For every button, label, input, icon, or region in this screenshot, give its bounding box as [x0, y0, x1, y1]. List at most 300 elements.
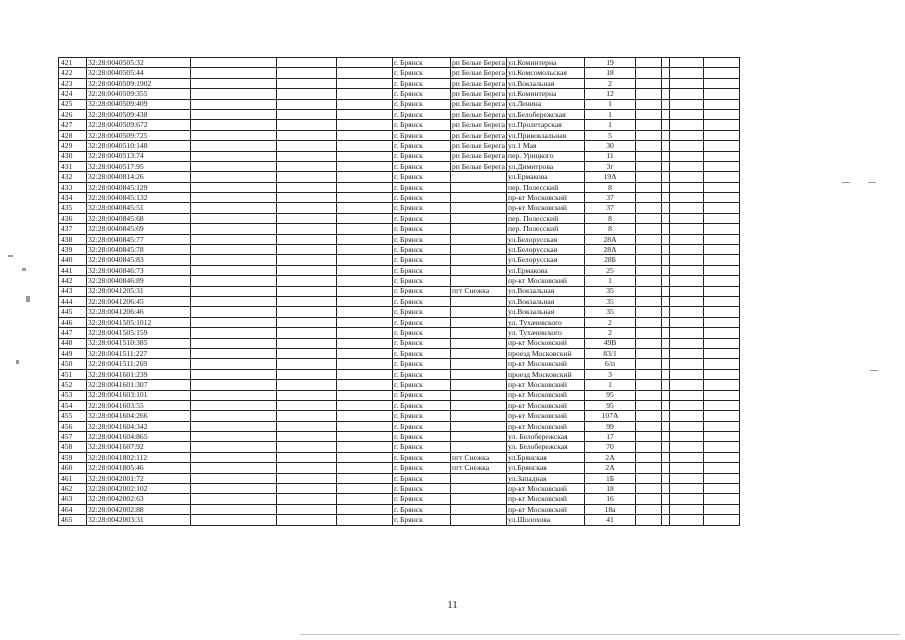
cadastral-number-cell: 32:28:0040846:73 [87, 265, 191, 275]
empty-cell [337, 348, 393, 358]
scan-speck [26, 296, 30, 302]
settlement-cell [451, 182, 507, 192]
city-cell: г. Брянск [393, 317, 451, 327]
empty-cell [670, 286, 704, 296]
table-row [59, 380, 740, 390]
empty-cell [662, 234, 670, 244]
street-cell: ул.Брянская [507, 463, 585, 473]
empty-cell [277, 348, 337, 358]
empty-cell [662, 276, 670, 286]
empty-cell [670, 484, 704, 494]
empty-cell [337, 276, 393, 286]
empty-cell [277, 182, 337, 192]
empty-cell [337, 89, 393, 99]
empty-cell [670, 504, 704, 514]
row-number-cell: 438 [59, 234, 87, 244]
house-number-cell: 6/п [585, 359, 636, 369]
empty-cell [191, 380, 277, 390]
row-number-cell: 436 [59, 213, 87, 223]
empty-cell [337, 151, 393, 161]
empty-cell [277, 317, 337, 327]
empty-cell [277, 193, 337, 203]
street-cell: пр-кт Московский [507, 380, 585, 390]
house-number-cell: 3г [585, 161, 636, 171]
row-number-cell: 464 [59, 504, 87, 514]
row-number-cell: 450 [59, 359, 87, 369]
empty-cell [662, 213, 670, 223]
empty-cell [277, 58, 337, 68]
street-cell: ул.Коминтерна [507, 89, 585, 99]
empty-cell [277, 473, 337, 483]
empty-cell [662, 89, 670, 99]
empty-cell [704, 442, 740, 452]
empty-cell [191, 442, 277, 452]
house-number-cell: 2 [585, 328, 636, 338]
empty-cell [277, 338, 337, 348]
empty-cell [636, 359, 662, 369]
empty-cell [636, 245, 662, 255]
empty-cell [636, 296, 662, 306]
row-number-cell: 451 [59, 369, 87, 379]
empty-cell [704, 463, 740, 473]
empty-cell [337, 390, 393, 400]
settlement-cell [451, 442, 507, 452]
house-number-cell: 12 [585, 89, 636, 99]
empty-cell [704, 494, 740, 504]
empty-cell [704, 255, 740, 265]
table-row [59, 245, 740, 255]
empty-cell [277, 78, 337, 88]
scan-speck [870, 370, 878, 371]
empty-cell [191, 494, 277, 504]
empty-cell [191, 182, 277, 192]
row-number-cell: 463 [59, 494, 87, 504]
street-cell: пр-кт Московский [507, 338, 585, 348]
empty-cell [277, 161, 337, 171]
empty-cell [191, 141, 277, 151]
settlement-cell: рп Белые Берега [452, 78, 506, 88]
settlement-cell [451, 255, 507, 265]
empty-cell [277, 400, 337, 410]
empty-cell [277, 515, 337, 525]
table-row [59, 504, 740, 514]
empty-cell [636, 463, 662, 473]
row-number-cell: 461 [59, 473, 87, 483]
empty-cell [337, 68, 393, 78]
empty-cell [662, 255, 670, 265]
empty-cell [277, 213, 337, 223]
row-number-cell: 457 [59, 432, 87, 442]
settlement-cell [451, 224, 507, 234]
table-row [59, 172, 740, 182]
empty-cell [277, 224, 337, 234]
empty-cell [337, 141, 393, 151]
cadastral-number-cell: 32:28:0041603:55 [87, 400, 191, 410]
empty-cell [662, 494, 670, 504]
street-cell: ул.Коминтерна [507, 58, 585, 68]
empty-cell [636, 203, 662, 213]
empty-cell [670, 494, 704, 504]
row-number-cell: 435 [59, 203, 87, 213]
house-number-cell: 1 [585, 380, 636, 390]
settlement-cell [451, 307, 507, 317]
settlement-cell: рп Белые Берега [452, 141, 506, 151]
house-number-cell: 19А [585, 172, 636, 182]
street-cell: ул.Белобережская [507, 109, 585, 119]
house-number-cell: 1 [585, 276, 636, 286]
city-cell: г. Брянск [393, 172, 451, 182]
table-row [59, 99, 740, 109]
empty-cell [670, 68, 704, 78]
cadastral-number-cell: 32:28:0041511:227 [87, 348, 191, 358]
cadastral-number-cell: 32:28:0040509:355 [87, 89, 191, 99]
empty-cell [662, 161, 670, 171]
empty-cell [704, 276, 740, 286]
empty-cell [670, 348, 704, 358]
settlement-cell: рп Белые Берега [452, 109, 506, 119]
empty-cell [337, 504, 393, 514]
empty-cell [670, 234, 704, 244]
cadastral-number-cell: 32:28:0040845:69 [87, 224, 191, 234]
empty-cell [636, 58, 662, 68]
house-number-cell: 25 [585, 265, 636, 275]
empty-cell [662, 193, 670, 203]
city-cell: г. Брянск [393, 484, 451, 494]
empty-cell [662, 432, 670, 442]
empty-cell [704, 245, 740, 255]
empty-cell [191, 213, 277, 223]
empty-cell [704, 234, 740, 244]
street-cell: ул. Тухачевского [507, 328, 585, 338]
street-cell: пер. Урицкого [507, 151, 585, 161]
table-row [59, 411, 740, 421]
empty-cell [337, 109, 393, 119]
cadastral-number-cell: 32:28:0041604:266 [87, 411, 191, 421]
empty-cell [662, 380, 670, 390]
empty-cell [636, 504, 662, 514]
table-row [59, 234, 740, 244]
empty-cell [662, 473, 670, 483]
empty-cell [704, 130, 740, 140]
city-cell: г. Брянск [393, 359, 451, 369]
table-row [59, 494, 740, 504]
table-row [59, 473, 740, 483]
street-cell: ул.Димитрова [507, 161, 585, 171]
empty-cell [636, 286, 662, 296]
row-number-cell: 444 [59, 296, 87, 306]
cadastral-number-cell: 32:28:0040509:409 [87, 99, 191, 109]
empty-cell [191, 78, 277, 88]
empty-cell [277, 307, 337, 317]
empty-cell [636, 400, 662, 410]
empty-cell [337, 224, 393, 234]
empty-cell [191, 68, 277, 78]
empty-cell [670, 400, 704, 410]
empty-cell [662, 411, 670, 421]
house-number-cell: 2А [585, 452, 636, 462]
empty-cell [636, 411, 662, 421]
table-row [59, 421, 740, 431]
street-cell: пр-кт Московский [507, 411, 585, 421]
empty-cell [337, 484, 393, 494]
settlement-cell [451, 515, 507, 525]
row-number-cell: 424 [59, 89, 87, 99]
cadastral-number-cell: 32:28:0041206:46 [87, 307, 191, 317]
row-number-cell: 427 [59, 120, 87, 130]
street-cell: пер. Полесский [507, 224, 585, 234]
house-number-cell: 37 [585, 193, 636, 203]
house-number-cell: 8 [585, 182, 636, 192]
table-row [59, 203, 740, 213]
row-number-cell: 452 [59, 380, 87, 390]
row-number-cell: 426 [59, 109, 87, 119]
empty-cell [636, 515, 662, 525]
empty-cell [337, 359, 393, 369]
table-row [59, 213, 740, 223]
empty-cell [636, 307, 662, 317]
empty-cell [191, 328, 277, 338]
empty-cell [337, 473, 393, 483]
empty-cell [704, 193, 740, 203]
empty-cell [670, 213, 704, 223]
house-number-cell: 5 [585, 130, 636, 140]
empty-cell [337, 296, 393, 306]
empty-cell [670, 141, 704, 151]
empty-cell [191, 203, 277, 213]
table-row [59, 369, 740, 379]
table-row [59, 317, 740, 327]
scan-edge-line [300, 634, 900, 635]
street-cell: пр-кт Московский [507, 400, 585, 410]
city-cell: г. Брянск [393, 245, 451, 255]
empty-cell [670, 130, 704, 140]
street-cell: ул.Вокзальная [507, 78, 585, 88]
table-row [59, 286, 740, 296]
empty-cell [670, 255, 704, 265]
empty-cell [191, 484, 277, 494]
empty-cell [670, 78, 704, 88]
empty-cell [191, 224, 277, 234]
cadastral-number-cell: 32:28:0040513:74 [87, 151, 191, 161]
table-row [59, 224, 740, 234]
empty-cell [337, 265, 393, 275]
empty-cell [636, 99, 662, 109]
empty-cell [662, 68, 670, 78]
settlement-cell [451, 421, 507, 431]
cadastral-number-cell: 32:28:0042003:31 [87, 515, 191, 525]
city-cell: г. Брянск [393, 338, 451, 348]
empty-cell [704, 317, 740, 327]
cadastral-number-cell: 32:28:0040845:68 [87, 213, 191, 223]
house-number-cell: 2 [585, 78, 636, 88]
settlement-cell [451, 390, 507, 400]
city-cell: г. Брянск [393, 421, 451, 431]
table-row [59, 89, 740, 99]
cadastral-number-cell: 32:28:0041805:46 [87, 463, 191, 473]
cadastral-number-cell: 32:28:0041511:269 [87, 359, 191, 369]
city-cell: г. Брянск [393, 141, 451, 151]
street-cell: пр-кт Московский [507, 203, 585, 213]
empty-cell [191, 130, 277, 140]
empty-cell [670, 390, 704, 400]
row-number-cell: 425 [59, 99, 87, 109]
empty-cell [670, 463, 704, 473]
empty-cell [662, 348, 670, 358]
city-cell: г. Брянск [393, 515, 451, 525]
empty-cell [636, 421, 662, 431]
table-row [59, 265, 740, 275]
empty-cell [191, 161, 277, 171]
city-cell: г. Брянск [393, 286, 451, 296]
city-cell: г. Брянск [393, 99, 451, 109]
empty-cell [337, 432, 393, 442]
street-cell: проезд Московский [507, 369, 585, 379]
cadastral-number-cell: 32:28:0040814:26 [87, 172, 191, 182]
empty-cell [662, 265, 670, 275]
empty-cell [670, 161, 704, 171]
empty-cell [277, 234, 337, 244]
empty-cell [670, 369, 704, 379]
settlement-cell [451, 484, 507, 494]
house-number-cell: 83/1 [585, 348, 636, 358]
row-number-cell: 449 [59, 348, 87, 358]
street-cell: ул.Белорусская [507, 255, 585, 265]
city-cell: г. Брянск [393, 390, 451, 400]
city-cell: г. Брянск [393, 494, 451, 504]
street-cell: ул.Ермакова [507, 265, 585, 275]
house-number-cell: 35 [585, 307, 636, 317]
table-row [59, 390, 740, 400]
table-row [59, 484, 740, 494]
empty-cell [670, 58, 704, 68]
empty-cell [191, 504, 277, 514]
street-cell: проезд Московский [507, 348, 585, 358]
settlement-cell: рп Белые Берега [452, 68, 506, 78]
empty-cell [191, 265, 277, 275]
table-row [59, 141, 740, 151]
empty-cell [191, 99, 277, 109]
empty-cell [277, 109, 337, 119]
empty-cell [662, 504, 670, 514]
city-cell: г. Брянск [393, 130, 451, 140]
empty-cell [636, 255, 662, 265]
row-number-cell: 429 [59, 141, 87, 151]
empty-cell [670, 380, 704, 390]
empty-cell [191, 359, 277, 369]
empty-cell [662, 390, 670, 400]
empty-cell [704, 432, 740, 442]
empty-cell [704, 58, 740, 68]
empty-cell [337, 78, 393, 88]
city-cell: г. Брянск [393, 203, 451, 213]
settlement-cell [451, 317, 507, 327]
street-cell: ул.Вокзальная [507, 286, 585, 296]
empty-cell [704, 68, 740, 78]
cadastral-number-cell: 32:28:0042001:72 [87, 473, 191, 483]
empty-cell [662, 442, 670, 452]
empty-cell [337, 400, 393, 410]
empty-cell [670, 172, 704, 182]
empty-cell [277, 484, 337, 494]
table-row [59, 276, 740, 286]
empty-cell [337, 286, 393, 296]
scan-speck [22, 268, 26, 271]
empty-cell [670, 452, 704, 462]
house-number-cell: 2А [585, 463, 636, 473]
street-cell: пр-кт Московский [507, 193, 585, 203]
street-cell: пр-кт Московский [507, 421, 585, 431]
empty-cell [704, 484, 740, 494]
row-number-cell: 437 [59, 224, 87, 234]
street-cell: ул.Западная [507, 473, 585, 483]
empty-cell [662, 286, 670, 296]
empty-cell [191, 421, 277, 431]
empty-cell [277, 432, 337, 442]
table-row [59, 255, 740, 265]
cadastral-number-cell: 32:28:0042002:63 [87, 494, 191, 504]
empty-cell [662, 515, 670, 525]
street-cell: пер. Полесский [507, 182, 585, 192]
street-cell: пр-кт Московский [507, 390, 585, 400]
empty-cell [670, 120, 704, 130]
empty-cell [277, 130, 337, 140]
table-row [59, 296, 740, 306]
empty-cell [277, 369, 337, 379]
empty-cell [704, 213, 740, 223]
empty-cell [191, 452, 277, 462]
empty-cell [704, 307, 740, 317]
empty-cell [337, 421, 393, 431]
empty-cell [337, 193, 393, 203]
table-row [59, 307, 740, 317]
table-row [59, 109, 740, 119]
empty-cell [636, 390, 662, 400]
table-body [59, 58, 740, 526]
cadastral-number-cell: 32:28:0040845:83 [87, 255, 191, 265]
empty-cell [337, 328, 393, 338]
empty-cell [277, 390, 337, 400]
empty-cell [662, 328, 670, 338]
settlement-cell [451, 494, 507, 504]
row-number-cell: 446 [59, 317, 87, 327]
empty-cell [662, 307, 670, 317]
row-number-cell: 454 [59, 400, 87, 410]
settlement-cell [451, 276, 507, 286]
row-number-cell: 422 [59, 68, 87, 78]
house-number-cell: 8 [585, 213, 636, 223]
empty-cell [337, 203, 393, 213]
empty-cell [662, 484, 670, 494]
empty-cell [670, 328, 704, 338]
settlement-cell: рп Белые Берега [452, 130, 506, 140]
cadastral-number-cell: 32:28:0040509:725 [87, 130, 191, 140]
empty-cell [636, 78, 662, 88]
house-number-cell: 18 [585, 68, 636, 78]
city-cell: г. Брянск [393, 234, 451, 244]
settlement-cell: рп Белые Берега [452, 120, 506, 130]
empty-cell [670, 317, 704, 327]
empty-cell [704, 411, 740, 421]
row-number-cell: 431 [59, 161, 87, 171]
empty-cell [277, 380, 337, 390]
cadastral-number-cell: 32:28:0040509:1902 [87, 78, 191, 88]
empty-cell [191, 473, 277, 483]
street-cell: ул.Ермакова [507, 172, 585, 182]
cadastral-number-cell: 32:28:0040509:438 [87, 109, 191, 119]
city-cell: г. Брянск [393, 151, 451, 161]
row-number-cell: 460 [59, 463, 87, 473]
empty-cell [636, 151, 662, 161]
